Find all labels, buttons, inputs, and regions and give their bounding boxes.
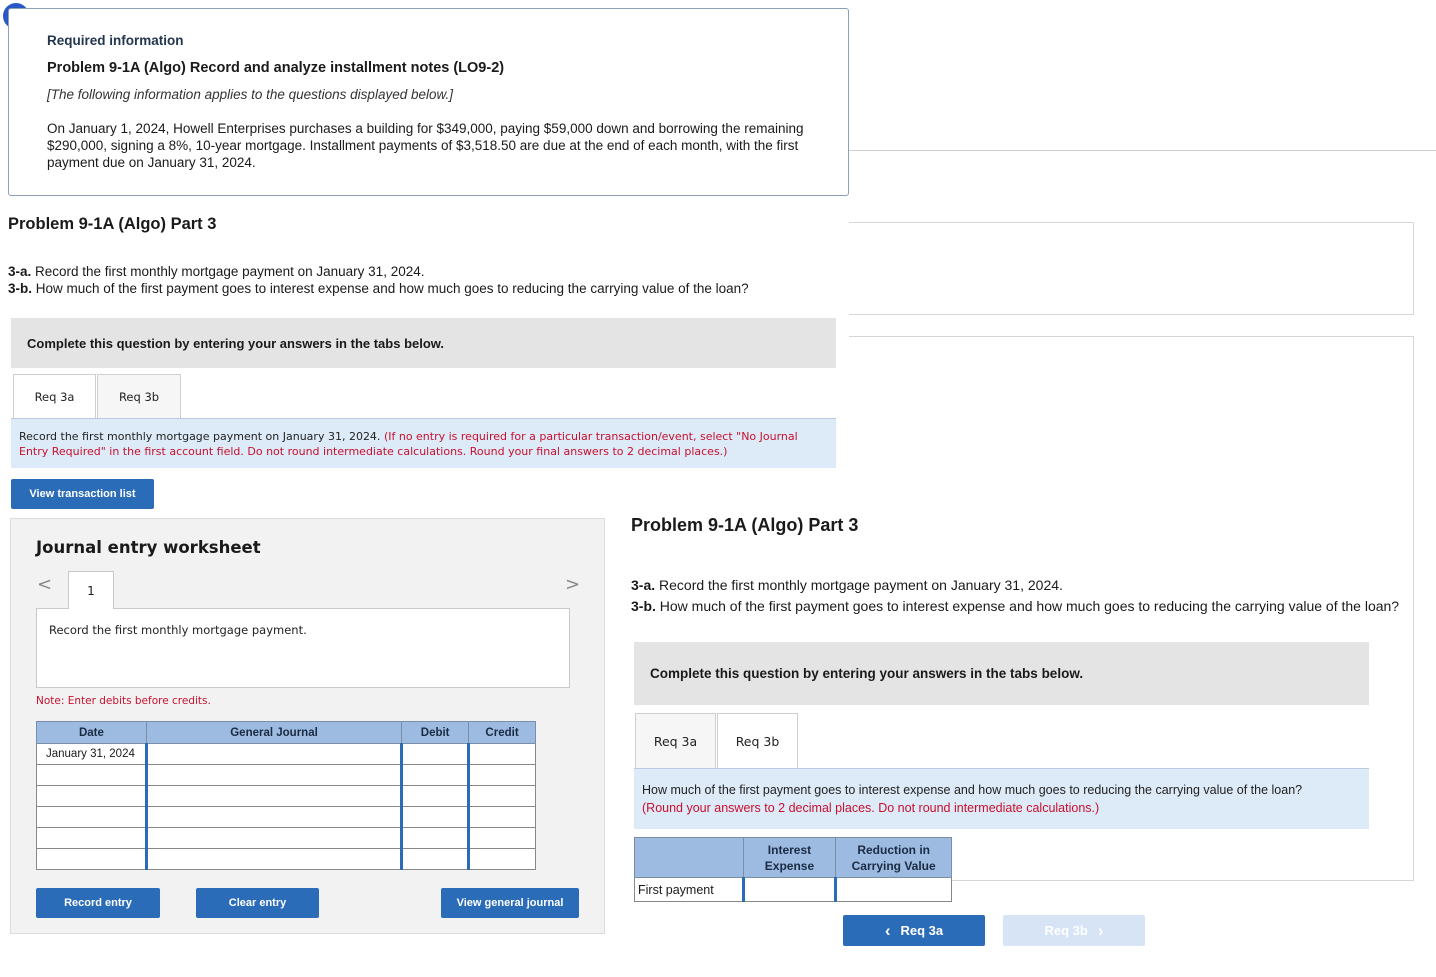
- view-general-journal-button[interactable]: View general journal: [441, 888, 579, 918]
- right-complete-question-bar: Complete this question by entering your answers in the tabs below.: [634, 642, 1369, 705]
- reduction-input[interactable]: [836, 878, 952, 902]
- right-question-3a: [631, 577, 1063, 593]
- right-question-3b-text: How much of the first payment goes to interest expense and how much goes to reducing the carrying value of the loan?: [655, 598, 1400, 614]
- col-interest-line2: Expense: [764, 858, 815, 873]
- required-info-heading: Required information: [47, 33, 184, 48]
- account-input[interactable]: [146, 765, 401, 786]
- col-blank: [635, 838, 744, 878]
- debit-credit-note: Note: Enter debits before credits.: [36, 695, 211, 707]
- col-credit: Credit: [469, 722, 536, 744]
- first-payment-label: First payment: [635, 878, 744, 902]
- right-frame-top: [849, 222, 1414, 315]
- debit-input[interactable]: [402, 786, 469, 807]
- col-general-journal: General Journal: [146, 722, 401, 744]
- next-req-3b-button[interactable]: [1003, 915, 1145, 946]
- chevron-right-icon[interactable]: >: [565, 574, 581, 595]
- table-row: [635, 878, 952, 902]
- view-transaction-list-button[interactable]: View transaction list: [11, 479, 154, 509]
- record-entry-button[interactable]: Record entry: [36, 888, 160, 918]
- divider: [849, 150, 1436, 151]
- col-interest-line1: Interest: [767, 842, 812, 857]
- question-3a-text: Record the first monthly mortgage payment on January 31, 2024.: [31, 264, 425, 279]
- debit-input[interactable]: [402, 765, 469, 786]
- right-question-3a-text: Record the first monthly mortgage payment on January 31, 2024.: [655, 577, 1063, 593]
- right-question-3a-label: 3-a.: [631, 577, 656, 593]
- col-reduction: [836, 838, 952, 878]
- col-reduction-line1: Reduction in: [857, 842, 930, 857]
- debit-input[interactable]: [402, 807, 469, 828]
- worksheet-title: Journal entry worksheet: [36, 538, 261, 557]
- entry-tab-1[interactable]: 1: [68, 571, 114, 609]
- credit-input[interactable]: [469, 765, 536, 786]
- debit-input[interactable]: [402, 744, 469, 765]
- problem-title: Problem 9-1A (Algo) Record and analyze installment notes (LO9-2): [47, 60, 505, 76]
- col-debit: Debit: [402, 722, 469, 744]
- prev-req-3a-button[interactable]: [843, 915, 985, 946]
- account-input[interactable]: [146, 744, 401, 765]
- credit-input[interactable]: [469, 849, 536, 870]
- interest-table: [634, 837, 952, 902]
- chevron-left-icon[interactable]: <: [37, 574, 53, 595]
- date-cell[interactable]: [37, 786, 147, 807]
- question-3a-label: 3-a.: [8, 264, 32, 279]
- credit-input[interactable]: [469, 828, 536, 849]
- credit-input[interactable]: [469, 786, 536, 807]
- entry-description-box: [36, 608, 570, 688]
- right-instruction-red-text: (Round your answers to 2 decimal places. Do not round intermediate calculations.): [642, 801, 1100, 815]
- col-reduction-line2: Carrying Value: [851, 858, 936, 873]
- table-row: [37, 765, 536, 786]
- account-input[interactable]: [146, 849, 401, 870]
- question-3b-label: 3-b.: [8, 281, 33, 296]
- credit-input[interactable]: [469, 807, 536, 828]
- date-cell[interactable]: January 31, 2024: [37, 744, 147, 765]
- date-cell[interactable]: [37, 849, 147, 870]
- question-3a: [8, 264, 424, 279]
- date-cell[interactable]: [37, 807, 147, 828]
- right-instruction-bar: [634, 768, 1369, 829]
- date-cell[interactable]: [37, 765, 147, 786]
- chevron-right-icon: ›: [1097, 920, 1104, 940]
- scenario-text: On January 1, 2024, Howell Enterprises purchases a building for $349,000, paying $59,000 down and borrowing the remaining $290,000, signing a 8%, 10-year mortgage. Installment payments of $3,518.50 are due at the end of each month, with the first payment due on January 31, 2024.: [47, 121, 804, 170]
- instruction-text: Record the first monthly mortgage payment on January 31, 2024.: [19, 430, 384, 443]
- part-title: Problem 9-1A (Algo) Part 3: [8, 215, 217, 233]
- complete-question-bar: Complete this question by entering your answers in the tabs below.: [11, 318, 836, 368]
- tab-req-3a[interactable]: Req 3a: [13, 374, 96, 419]
- table-row: [37, 849, 536, 870]
- credit-input[interactable]: [469, 744, 536, 765]
- interest-header-row: [635, 838, 952, 878]
- right-tab-req-3b[interactable]: Req 3b: [717, 713, 798, 769]
- instruction-red-text: (If no entry is required for a particular transaction/event, select "No Journal Entry Required" in the first account field. Do not round intermediate calculations. Round your final answers to 2 decimal places.): [19, 430, 798, 458]
- tab-req-3b[interactable]: Req 3b: [97, 374, 181, 419]
- instruction-bar: [11, 418, 836, 468]
- journal-header-row: [37, 722, 536, 744]
- table-row: [37, 807, 536, 828]
- col-interest-expense: [743, 838, 836, 878]
- account-input[interactable]: [146, 786, 401, 807]
- applies-note: [The following information applies to the questions displayed below.]: [47, 87, 453, 102]
- prev-req-label: Req 3a: [900, 923, 944, 938]
- chevron-left-icon: ‹: [884, 920, 891, 940]
- account-input[interactable]: [146, 807, 401, 828]
- table-row: [37, 744, 536, 765]
- question-3b-text: How much of the first payment goes to interest expense and how much goes to reducing the carrying value of the loan?: [32, 281, 749, 296]
- next-req-label: Req 3b: [1044, 923, 1088, 938]
- date-cell[interactable]: [37, 828, 147, 849]
- debit-input[interactable]: [402, 849, 469, 870]
- right-tab-req-3a[interactable]: Req 3a: [635, 713, 716, 769]
- right-question-3b-label: 3-b.: [631, 598, 656, 614]
- debit-input[interactable]: [402, 828, 469, 849]
- right-instruction-text: How much of the first payment goes to interest expense and how much goes to reducing the carrying value of the loan?: [642, 783, 1303, 797]
- col-date: Date: [37, 722, 147, 744]
- question-3b: [8, 281, 749, 296]
- table-row: [37, 828, 536, 849]
- right-part-title: Problem 9-1A (Algo) Part 3: [631, 515, 859, 535]
- right-question-3b: [631, 598, 1399, 614]
- table-row: [37, 786, 536, 807]
- interest-expense-input[interactable]: [743, 878, 836, 902]
- clear-entry-button[interactable]: Clear entry: [196, 888, 319, 918]
- account-input[interactable]: [146, 828, 401, 849]
- entry-description: Record the first monthly mortgage payment.: [49, 623, 307, 637]
- journal-table: [36, 721, 536, 870]
